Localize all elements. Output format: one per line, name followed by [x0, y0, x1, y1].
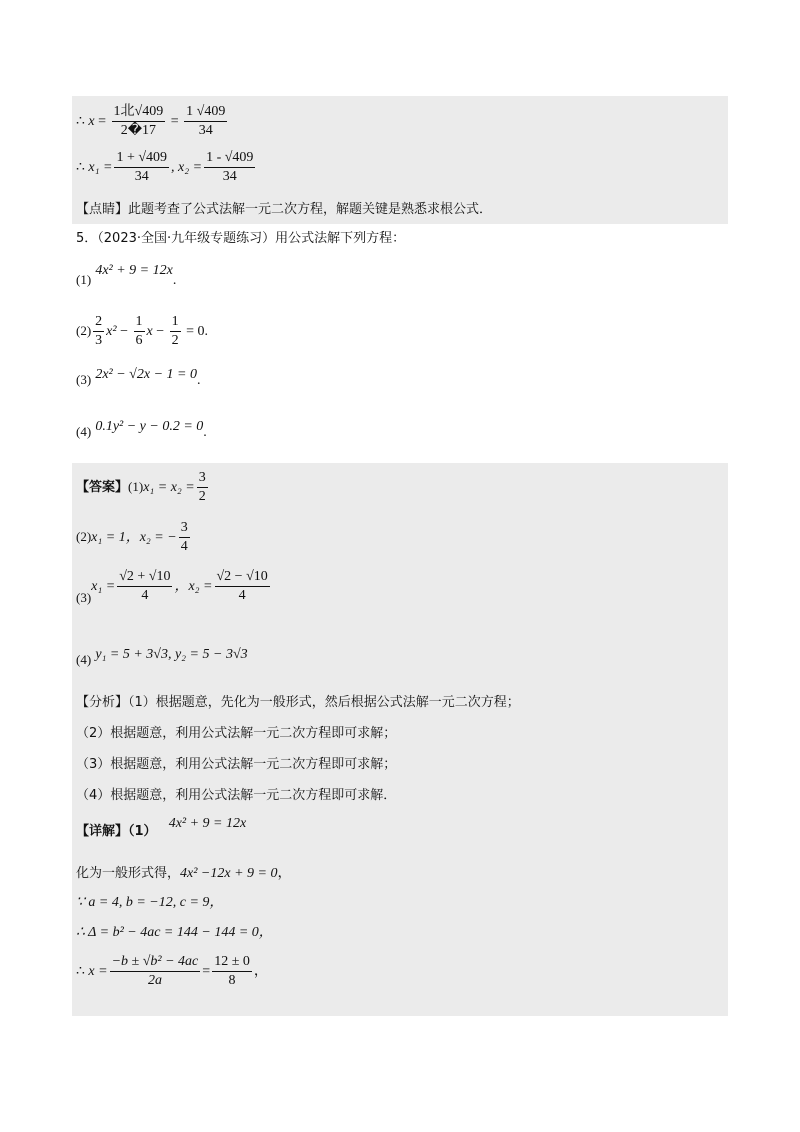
- detail-step-3: ∴ Δ = b² − 4ac = 144 − 144 = 0，: [76, 925, 273, 940]
- detail-header: 【详解】（1） 4x² + 9 = 12x: [76, 816, 247, 839]
- answer-4: (4) y₁ = 5 + 3√3, y₂ = 5 − 3√3: [76, 647, 248, 667]
- question-item-4: (4) 0.1y² − y − 0.2 = 0.: [76, 419, 207, 440]
- question-item-1: (1) 4x² + 9 = 12x.: [76, 263, 177, 288]
- detail-step-1: 化为一般形式得，4x² −12x + 9 = 0，: [76, 866, 292, 881]
- top-line-1: ∴ x = $\frac{\text{1北√409}}{2�17}$ = $\frac{1 √409}{34}$: [76, 104, 226, 138]
- detail-step-4: ∴ x = $\frac{\text{−b ± √b² − 4ac}}{2a}$ = $\frac{12 \pm 0}{8}$ ，: [76, 954, 268, 988]
- note-dianjing: 【点睛】此题考查了公式法解一元二次方程，解题关键是熟悉求根公式．: [76, 202, 493, 217]
- question-item-3: (3) 2x² − √2x − 1 = 0.: [76, 367, 201, 388]
- answer-3: (3)x₁ = $\frac{√2 + √10}{4}$ ，x₂ = $\frac{√2 - √10}{4}$: [76, 569, 268, 605]
- analysis-line-3: （3）根据题意，利用公式法解一元二次方程即可求解；: [76, 757, 397, 772]
- analysis-line-4: （4）根据题意，利用公式法解一元二次方程即可求解．: [76, 788, 397, 803]
- answer-2: (2)x₁ = 1，x₂ = − $\frac{3}{4}$: [76, 520, 188, 554]
- fraction: $\frac{1 √409}{34}$: [186, 104, 226, 138]
- answer-1: 【答案】(1)x₁ = x₂ = $\frac{3}{2}$: [76, 470, 206, 504]
- analysis-line-1: 【分析】（1）根据题意，先化为一般形式，然后根据公式法解一元二次方程；: [76, 695, 520, 710]
- fraction: $\frac{1 + √409}{34}$: [116, 150, 168, 184]
- question-item-2: (2) $\frac{2}{3}$ x² − $\frac{1}{6}$ x − $\frac{1}{2}$ = 0.: [76, 314, 209, 348]
- fraction: $\frac{\text{1北√409}}{2�17}$: [113, 104, 164, 138]
- question-header: 5．（2023·全国·九年级专题练习）用公式法解下列方程：: [76, 231, 406, 246]
- fraction: $\frac{1 - √409}{34}$: [206, 150, 254, 184]
- detail-step-2: ∵ a = 4, b = −12, c = 9，: [76, 895, 224, 910]
- analysis-line-2: （2）根据题意，利用公式法解一元二次方程即可求解；: [76, 726, 397, 741]
- top-line-2: ∴ x₁ = $\frac{1 + √409}{34}$ , x₂ = $\frac{1 - √409}{34}$: [76, 150, 254, 184]
